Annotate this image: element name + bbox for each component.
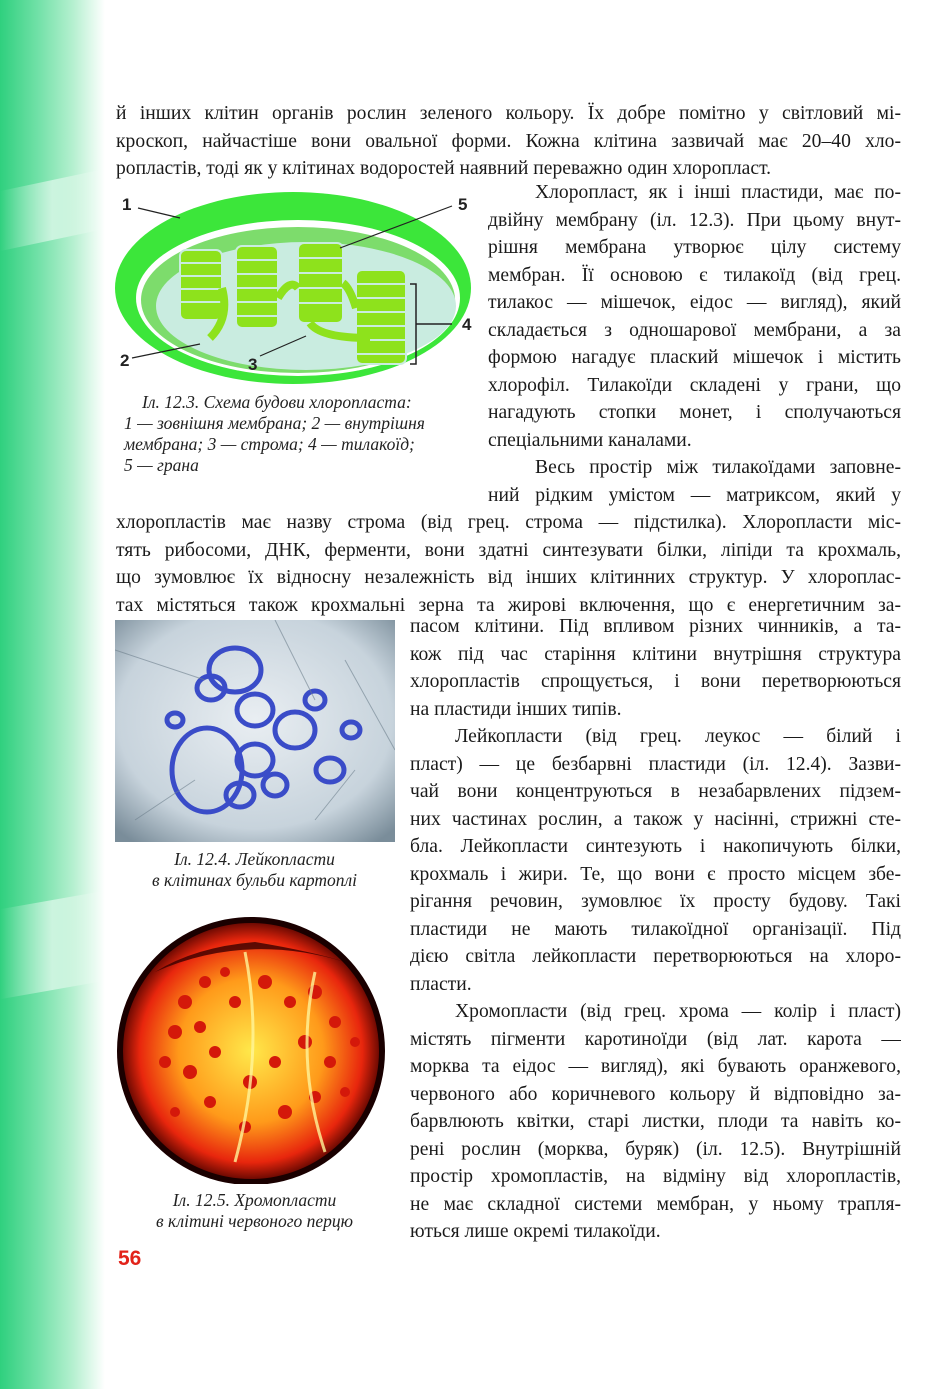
text-line: двійну мембрану (іл. 12.3). При цьому внут- (488, 209, 901, 231)
figure-12-3-caption (124, 392, 484, 476)
caption-line: Іл. 12.5. Хромопласти (172, 1190, 337, 1210)
text-line: хлоропластів спрощується, і вони перетворюються (410, 671, 901, 692)
stroma-paragraph (116, 509, 901, 619)
text-line: них частинах рослин, а також у насінні, стрижні сте- (410, 808, 901, 830)
text-line: пасом клітини. Під впливом різних чинників, а та- (410, 616, 901, 637)
text-line: ропластів, тоді як у клітинах водоростей наявний переважно один хлоропласт. (116, 158, 772, 179)
figure-12-4-caption (112, 849, 397, 891)
text-line: ються лише окремі тилакоїди. (410, 1221, 661, 1242)
text-line: кроскоп, найчастіше вони овальної форми. Кожна клітина зазвичай має 20–40 хло- (116, 130, 901, 152)
text-line: морква та еідос — вигляд), які бувають оранжевого, (410, 1056, 901, 1077)
text-line: бла. Лейкопласти синтезують і накопичують білки, (410, 836, 901, 857)
plastids-paragraph (410, 613, 901, 1246)
text-line: барвлюють квітки, старі листки, плоди та навіть ко- (410, 1111, 901, 1132)
text-line: рені рослин (морква, буряк) (іл. 12.5). Внутрішній (410, 1138, 901, 1160)
caption-line: в клітинах бульби картоплі (151, 870, 357, 890)
text-line: ний рідким умістом — матриксом, який у (488, 484, 901, 506)
text-line: тять рибосоми, ДНК, ферменти, вони здатні синтезувати білки, ліпіди та крохмаль, (116, 539, 901, 561)
text-line: кож під час старіння клітини внутрішня структура (410, 643, 901, 665)
diagram-label-1: 1 (122, 195, 132, 214)
text-line: містять пігменти каротиноїди (від лат. карота — (410, 1028, 901, 1050)
chloroplast-diagram (110, 188, 482, 388)
text-line: не має складної системи мембран, у ньому трапля- (410, 1193, 901, 1215)
text-line: тилакос — мішечок, еідос — вигляд), який (488, 292, 901, 313)
text-line: червоного або коричневого кольору й відповідно за- (410, 1083, 901, 1105)
text-line: рігання речовин, зумовлює їх просту будову. Такі (410, 891, 901, 912)
text-line: спеціальними каналами. (488, 429, 692, 451)
text-line: тах містяться також крохмальні зерна та жирові включення, що є енергетичним за- (116, 594, 901, 616)
decorative-green-stripe (0, 0, 105, 1389)
diagram-label-3: 3 (248, 355, 258, 374)
text-line: чай вони концентруються в незабарвлених підзем- (410, 781, 901, 802)
text-line: що зумовлює їх відносну незалежність від інших клітинних структур. У хлороплас- (116, 567, 901, 588)
text-line: простір хромопластів, на відміну від хлоропластів, (410, 1166, 901, 1187)
text-line: на пластиди інших типів. (410, 698, 622, 720)
text-line: мембран. Її основою є тилакоїд (від грец. (488, 264, 901, 286)
diagram-label-2: 2 (120, 351, 130, 370)
leucoplasts-micrograph (115, 620, 395, 842)
text-line: рішня мембрана утворює цілу систему (488, 237, 901, 258)
caption-line: 5 — грана (124, 455, 199, 475)
text-line: хлорофіл. Тилакоїди складені у грани, що (488, 374, 901, 396)
text-line: Лейкопласти (від грец. леукос — білий і (455, 726, 901, 747)
page-number: 56 (118, 1247, 142, 1270)
text-line: нагадують стопки монет, і сполучаються (488, 402, 901, 423)
text-line: Хромопласти (від грец. хрома — колір і пласт) (455, 1001, 901, 1022)
text-line: формою нагадує плаский мішечок і містить (488, 347, 901, 368)
caption-line: 1 — зовнішня мембрана; 2 — внутрішня (124, 413, 425, 433)
text-line: дією світла лейкопласти перетворюються на хлоро- (410, 946, 901, 967)
text-line: хлоропластів має назву строма (від грец. строма — підстилка). Хлоропласти міс- (116, 512, 901, 533)
text-line: крохмаль і жири. Те, що вони є просто місцем збе- (410, 863, 901, 885)
intro-paragraph (116, 100, 901, 183)
caption-line: Іл. 12.4. Лейкопласти (174, 849, 335, 869)
text-line: складається з одношарової мембрани, а за (488, 319, 901, 341)
chromoplasts-micrograph (115, 912, 390, 1184)
text-line: й інших клітин органів рослин зеленого кольору. Їх добре помітно у світловий мі- (116, 103, 901, 124)
text-line: Хлоропласт, як і інші пластиди, має по- (535, 182, 901, 203)
chloroplast-paragraph (488, 179, 901, 509)
text-line: пластиди не мають тилакоїдної організації. Під (410, 918, 901, 940)
diagram-label-4: 4 (462, 315, 472, 334)
caption-line: в клітині червоного перцю (155, 1211, 354, 1231)
text-line: Весь простір між тилакоїдами заповне- (535, 457, 901, 478)
text-line: пласт) — це безбарвні пластиди (іл. 12.4). Зазви- (410, 753, 901, 775)
text-line: пласти. (410, 973, 472, 995)
diagram-label-5: 5 (458, 195, 468, 214)
caption-line: Іл. 12.3. Схема будови хлоропласта: (142, 392, 412, 412)
figure-12-5-caption (112, 1190, 397, 1232)
caption-line: мембрана; 3 — строма; 4 — тилакоїд; (124, 434, 415, 454)
